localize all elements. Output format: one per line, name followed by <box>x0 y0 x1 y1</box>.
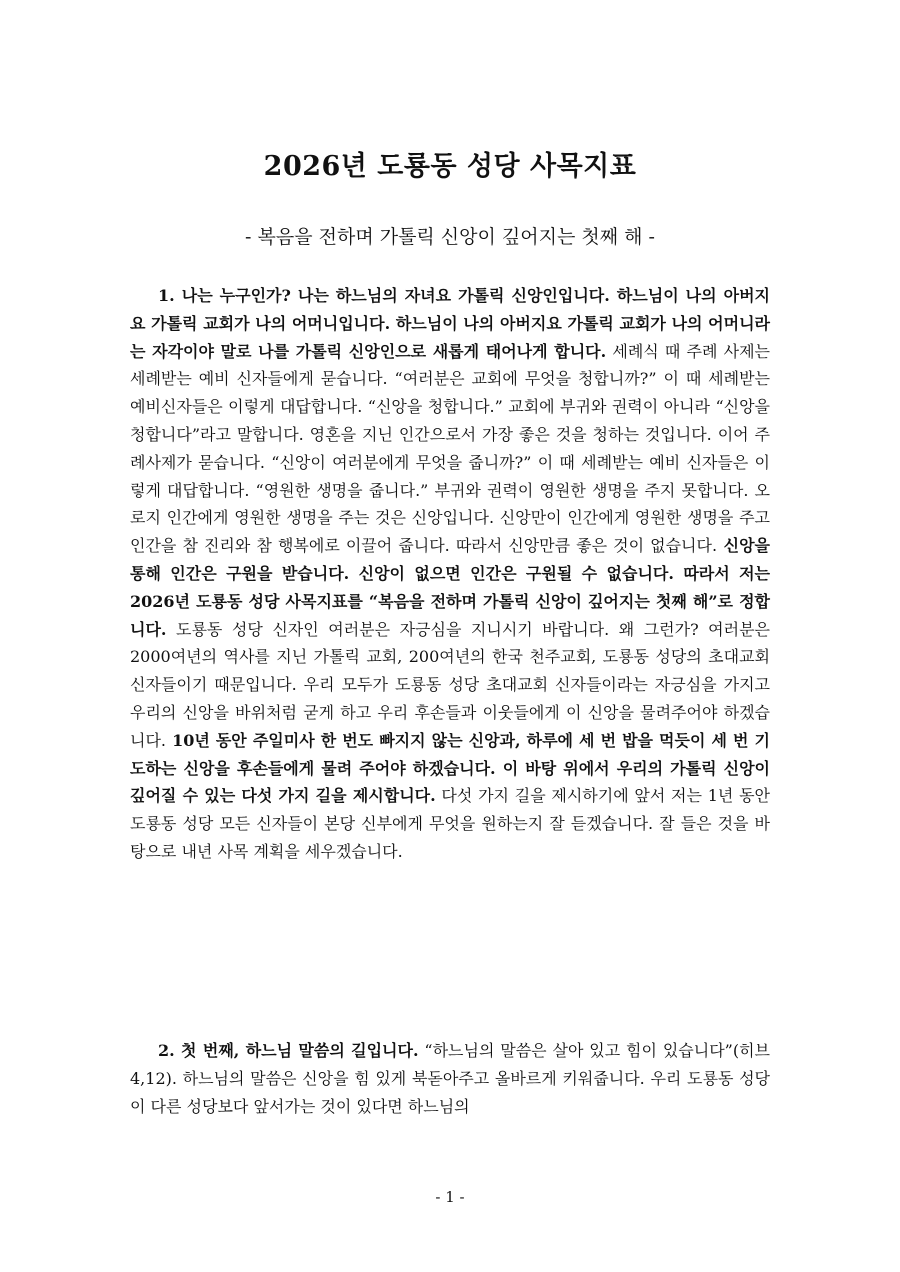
paragraph-1 <box>130 282 770 866</box>
paragraph-1-bold-2: 신앙을 통해 인간은 구원을 받습니다. 신앙이 없으면 인간은 구원될 수 없습니다. 따라서 저는 2026년 도룡동 성당 사목지표를 “복음을 전하며 가톨릭 신앙이 깊어지는 첫째 해”로 정합니다. <box>130 536 770 639</box>
paragraph-1-text-3: 다섯 가지 길을 제시하기에 앞서 저는 1년 동안 도룡동 성당 모든 신자들이 본당 신부에게 무엇을 원하는지 잘 듣겠습니다. 잘 들은 것을 바탕으로 내년 사목 계획을 세우겠습니다. <box>130 786 771 861</box>
paragraph-1-text-1: 세례식 때 주례 사제는 세례받는 예비 신자들에게 묻습니다. “여러분은 교회에 무엇을 청합니까?” 이 때 세례받는 예비신자들은 이렇게 대답합니다. “신앙을 청합니다.” 교회에 부귀와 권력이 아니라 “신앙을 청합니다”라고 말합니다. 영혼을 지닌 인간으로서 가장 좋은 것을 청하는 것입니다. 이어 주례사제가 묻습니다. “신앙이 여러분에게 무엇을 줍니까?” 이 때 세례받는 예비 신자들은 이렇게 대답합니다. “영원한 생명을 줍니다.” 부귀와 권력이 영원한 생명을 주지 못합니다. 오로지 인간에게 영원한 생명을 주는 것은 신앙입니다. 신앙만이 인간에게 영원한 생명을 주고 인간을 참 진리와 참 행복에로 이끌어 줍니다. 따라서 신앙만큼 좋은 것이 없습니다. <box>130 341 771 556</box>
document-subtitle: - 복음을 전하며 가톨릭 신앙이 깊어지는 첫째 해 - <box>245 226 655 248</box>
paragraph-2-text-1: “하느님의 말씀은 살아 있고 힘이 있습니다”(히브 4,12). 하느님의 말씀은 신앙을 힘 있게 북돋아주고 올바르게 키워줍니다. 우리 도룡동 성당이 다른 성당보다 앞서가는 것이 있다면 하느님의 <box>130 1041 770 1116</box>
paragraph-1-bold-1: 1. 나는 누구인가? 나는 하느님의 자녀요 가톨릭 신앙인입니다. 하느님이 나의 아버지요 가톨릭 교회가 나의 어머니입니다. 하느님이 나의 아버지요 가톨릭 교회가 나의 어머니라는 자각이야 말로 나를 가톨릭 신앙인으로 새롭게 태어나게 합니다. <box>130 286 770 361</box>
paragraph-1-text-2: 도룡동 성당 신자인 여러분은 자긍심을 지니시기 바랍니다. 왜 그런가? 여러분은 2000여년의 역사를 지닌 가톨릭 교회, 200여년의 한국 천주교회, 도룡동 성당의 초대교회 신자들이기 때문입니다. 우리 모두가 도룡동 성당 초대교회 신자들이라는 자긍심을 가지고 우리의 신앙을 바위처럼 굳게 하고 우리 후손들과 이웃들에게 이 신앙을 물려주어야 하겠습니다. <box>130 619 770 750</box>
page-number: - 1 - <box>435 1188 465 1206</box>
paragraph-1-bold-3: 10년 동안 주일미사 한 번도 빠지지 않는 신앙과, 하루에 세 번 밥을 먹듯이 세 번 기도하는 신앙을 후손들에게 물려 주어야 하겠습니다. 이 바탕 위에서 우리의 가톨릭 신앙이 깊어질 수 있는 다섯 가지 길을 제시합니다. <box>130 730 770 806</box>
paragraph-2 <box>130 1037 770 1120</box>
document-title: 2026년 도룡동 성당 사목지표 <box>263 151 637 182</box>
paragraph-2-bold-1: 2. 첫 번째, 하느님 말씀의 길입니다. <box>158 1041 419 1060</box>
